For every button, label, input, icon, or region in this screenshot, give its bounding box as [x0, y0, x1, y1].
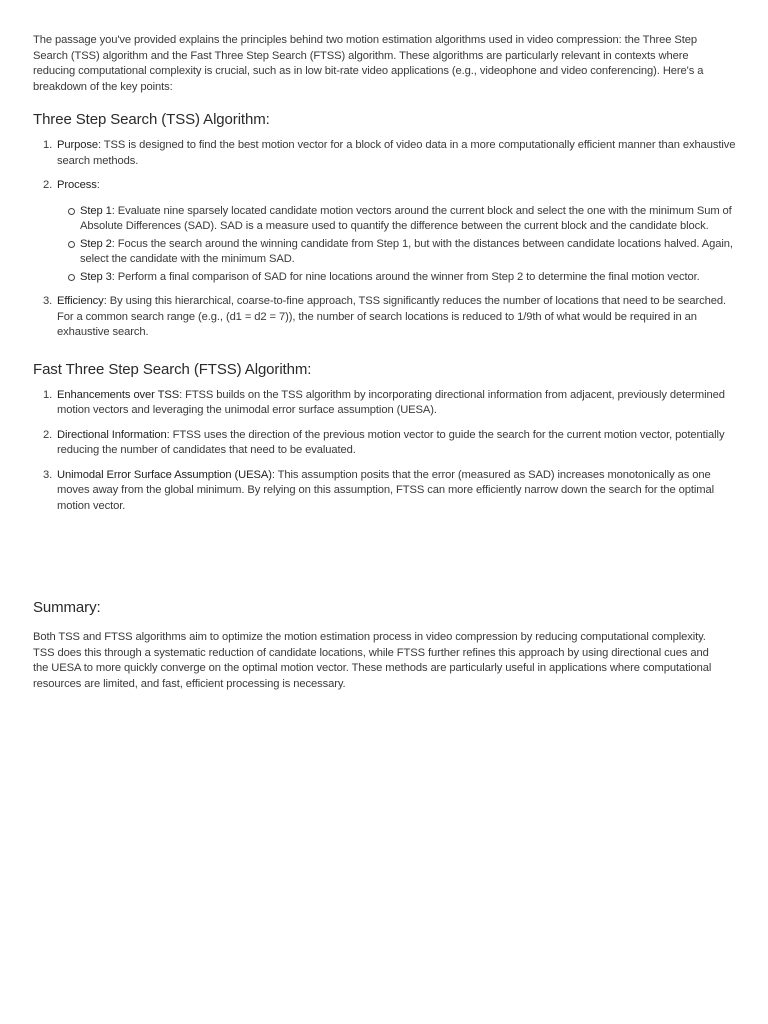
list-number: 1.	[43, 139, 53, 151]
hollow-bullet-icon	[68, 274, 75, 281]
step-text: : Focus the search around the winning candidate from Step 1, but with the distances between candidate locations halved. Again, select the candidate with the minimum SAD.	[80, 237, 733, 265]
list-number: 1.	[43, 388, 53, 401]
list-number: 3.	[43, 295, 53, 307]
item-text: : FTSS builds on the TSS algorithm by incorporating directional information from adjacent, previously determined motion vectors and leveraging the unimodal error surface assumption (UESA).	[57, 388, 725, 416]
item-text: : TSS is designed to find the best motion vector for a block of video data in a more computationally efficient manner than exhaustive search methods.	[57, 139, 736, 167]
summary-paragraph: Both TSS and FTSS algorithms aim to optimize the motion estimation process in video compression by reducing computational complexity. TSS does this through a systematic reduction of candidate locations, while FTSS further refines this approach by using directional cues and the UESA to more quickly converge on the optimal motion vector. These methods are particularly useful in applications where computational resources are limited, and fast, efficient processing is necessary.	[33, 631, 712, 690]
tss-item-process	[43, 178, 736, 285]
item-text: : This assumption posits that the error (measured as SAD) increases monotonically as one moves away from the global minimum. By relying on this assumption, FTSS can more efficiently narrow down the search for the optimal motion vector.	[57, 468, 714, 512]
ftss-item-uesa	[43, 468, 736, 515]
item-heading: Directional Information	[57, 428, 167, 441]
item-heading: Purpose	[57, 139, 98, 151]
item-text: : By using this hierarchical, coarse-to-fine approach, TSS significantly reduces the number of locations that need to be searched. For a common search range (e.g., (d1 = d2 = 7)), the number of search locations is reduced to 1/9th of what would be required in an exhaustive search.	[57, 295, 727, 338]
ftss-item-directional	[43, 428, 736, 459]
item-heading: Unimodal Error Surface Assumption (UESA)	[57, 468, 272, 481]
process-step-3	[68, 270, 736, 286]
list-number: 2.	[43, 179, 53, 191]
process-step-2	[68, 237, 736, 268]
item-text: :	[96, 179, 100, 191]
step-heading: Step 3	[80, 270, 112, 283]
step-heading: Step 2	[80, 237, 112, 250]
summary-heading: Summary:	[33, 599, 101, 616]
hollow-bullet-icon	[68, 241, 75, 248]
item-text: : FTSS uses the direction of the previous motion vector to guide the search for the current motion vector, potentially reducing the number of candidates that need to be evaluated.	[57, 428, 725, 456]
list-number: 3.	[43, 468, 53, 481]
tss-heading: Three Step Search (TSS) Algorithm:	[33, 111, 270, 128]
step-heading: Step 1	[80, 204, 112, 217]
tss-item-purpose	[43, 138, 736, 169]
item-heading: Enhancements over TSS	[57, 388, 180, 401]
ftss-list	[33, 388, 736, 515]
hollow-bullet-icon	[68, 208, 75, 215]
ftss-item-enhancements	[43, 388, 736, 419]
process-steps-list	[57, 204, 736, 286]
step-text: : Evaluate nine sparsely located candidate motion vectors around the current block and select the one with the minimum Sum of Absolute Differences (SAD). SAD is a measure used to quantify the difference between the current block and the candidate block.	[80, 204, 732, 232]
ftss-heading: Fast Three Step Search (FTSS) Algorithm:	[33, 360, 312, 378]
item-heading: Efficiency	[57, 295, 104, 307]
tss-list	[33, 138, 736, 341]
tss-item-efficiency	[43, 294, 736, 341]
list-number: 2.	[43, 428, 53, 441]
process-step-1	[68, 204, 736, 235]
intro-paragraph: The passage you've provided explains the principles behind two motion estimation algorithms used in video compression: the Three Step Search (TSS) algorithm and the Fast Three Step Search (FTSS) algorithm. These algorithms are particularly relevant in contexts where reducing computational complexity is crucial, such as in low bit-rate video applications (e.g., videophone and video conferencing). Here's a breakdown of the key points:	[33, 34, 704, 93]
step-text: : Perform a final comparison of SAD for nine locations around the winner from Step 2 to determine the final motion vector.	[111, 270, 700, 283]
item-heading: Process	[57, 179, 97, 191]
